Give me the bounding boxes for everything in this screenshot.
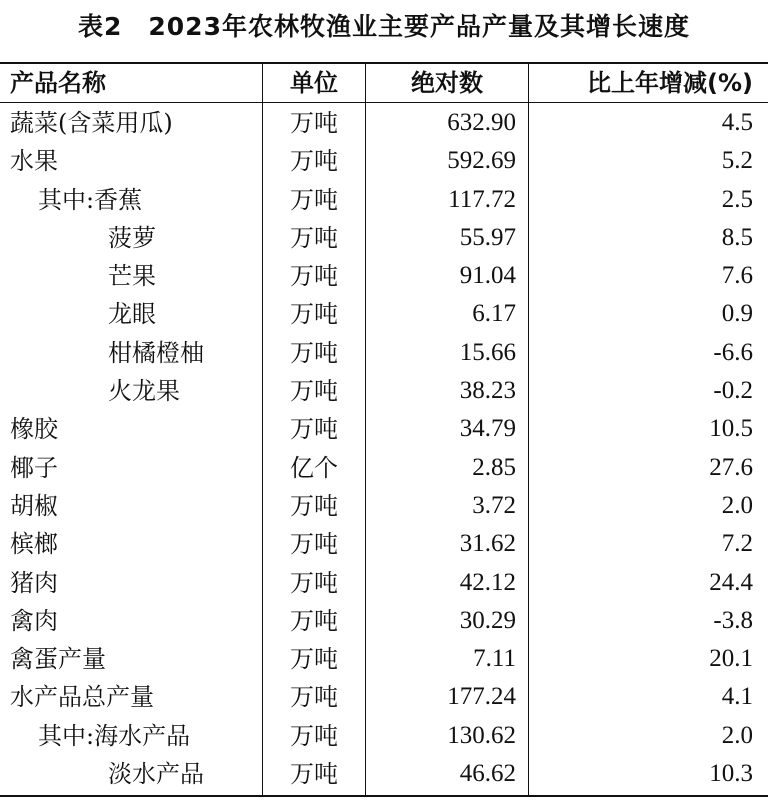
cell-unit: 万吨 <box>290 300 338 329</box>
cell-absolute: 55.97 <box>459 223 516 251</box>
cell-change-percent: -0.2 <box>713 377 753 405</box>
cell-change-percent: -3.8 <box>713 606 753 634</box>
cell-product-name: 蔬菜(含菜用瓜) <box>10 109 173 137</box>
cell-absolute: 177.24 <box>447 683 516 711</box>
cell-product-name: 槟榔 <box>10 530 58 559</box>
table-row <box>0 334 768 372</box>
cell-change-percent: 2.5 <box>721 185 753 213</box>
cell-product-name: 禽蛋产量 <box>10 645 106 674</box>
table-row <box>0 181 768 219</box>
cell-absolute: 38.23 <box>459 377 516 405</box>
table-row <box>0 602 768 640</box>
cell-unit: 万吨 <box>290 109 338 137</box>
cell-absolute: 117.72 <box>448 185 516 213</box>
cell-unit: 万吨 <box>290 721 338 750</box>
table-row <box>0 449 768 487</box>
table-row <box>0 487 768 525</box>
cell-absolute: 46.62 <box>459 760 516 788</box>
table-row <box>0 372 768 410</box>
table-row <box>0 104 768 142</box>
cell-unit: 万吨 <box>290 338 338 367</box>
cell-absolute: 6.17 <box>472 300 516 328</box>
cell-change-percent: 0.9 <box>721 300 753 328</box>
cell-unit: 万吨 <box>290 223 338 252</box>
header-change-percent: 比上年增减(%) <box>587 69 753 97</box>
table-row <box>0 678 768 716</box>
cell-absolute: 30.29 <box>459 606 516 634</box>
cell-product-name: 火龙果 <box>108 377 180 406</box>
cell-unit: 万吨 <box>290 760 338 789</box>
cell-absolute: 91.04 <box>459 262 516 290</box>
cell-absolute: 130.62 <box>447 721 516 749</box>
cell-unit: 万吨 <box>290 530 338 559</box>
cell-change-percent: 24.4 <box>709 568 753 596</box>
cell-unit: 万吨 <box>290 415 338 444</box>
cell-unit: 万吨 <box>290 262 338 291</box>
cell-absolute: 3.72 <box>472 491 516 519</box>
cell-unit: 万吨 <box>290 185 338 214</box>
cell-absolute: 42.12 <box>459 568 516 596</box>
cell-product-name: 禽肉 <box>10 606 58 635</box>
cell-product-name: 龙眼 <box>108 300 156 329</box>
cell-unit: 万吨 <box>290 606 338 635</box>
cell-product-name: 水产品总产量 <box>10 683 154 712</box>
cell-unit: 万吨 <box>290 683 338 712</box>
cell-absolute: 15.66 <box>459 338 516 366</box>
table-row <box>0 257 768 295</box>
table-row <box>0 410 768 448</box>
table-body <box>0 104 768 793</box>
table-header <box>0 64 768 102</box>
table-header-rule <box>0 102 768 103</box>
cell-unit: 万吨 <box>290 491 338 520</box>
table-row <box>0 640 768 678</box>
cell-absolute: 34.79 <box>459 415 516 443</box>
table-row <box>0 142 768 180</box>
cell-change-percent: 10.5 <box>709 415 753 443</box>
table-row <box>0 525 768 563</box>
cell-unit: 万吨 <box>290 568 338 597</box>
cell-absolute: 592.69 <box>447 147 516 175</box>
cell-unit: 万吨 <box>290 147 338 176</box>
cell-product-name: 椰子 <box>10 453 58 482</box>
cell-change-percent: 4.1 <box>721 683 753 711</box>
cell-change-percent: 2.0 <box>721 491 753 519</box>
cell-product-name: 芒果 <box>108 262 156 291</box>
table-row <box>0 755 768 793</box>
table-row <box>0 564 768 602</box>
table-row <box>0 219 768 257</box>
table-row <box>0 295 768 333</box>
cell-product-name: 菠萝 <box>108 223 156 252</box>
cell-product-name: 橡胶 <box>10 415 58 444</box>
cell-change-percent: 10.3 <box>709 760 753 788</box>
cell-product-name: 柑橘橙柚 <box>108 338 204 367</box>
cell-product-name: 淡水产品 <box>108 760 204 789</box>
header-absolute: 绝对数 <box>411 69 483 97</box>
cell-change-percent: 8.5 <box>721 223 753 251</box>
cell-change-percent: 7.6 <box>721 262 753 290</box>
cell-product-name: 水果 <box>10 147 58 176</box>
cell-change-percent: 4.5 <box>721 109 753 136</box>
cell-product-name: 其中:海水产品 <box>38 721 191 750</box>
cell-change-percent: 27.6 <box>709 453 753 481</box>
cell-unit: 万吨 <box>290 645 338 674</box>
cell-absolute: 632.90 <box>447 109 516 136</box>
table-bottom-rule <box>0 795 768 797</box>
cell-product-name: 猪肉 <box>10 568 58 597</box>
cell-change-percent: 7.2 <box>721 530 753 558</box>
cell-change-percent: 5.2 <box>721 147 753 175</box>
cell-absolute: 31.62 <box>459 530 516 558</box>
cell-product-name: 胡椒 <box>10 491 58 520</box>
cell-change-percent: 2.0 <box>721 721 753 749</box>
header-unit: 单位 <box>290 69 338 97</box>
cell-change-percent: -6.6 <box>713 338 753 366</box>
cell-change-percent: 20.1 <box>709 645 753 673</box>
cell-unit: 亿个 <box>290 453 338 482</box>
header-product-name: 产品名称 <box>10 69 106 97</box>
table-row <box>0 717 768 755</box>
cell-product-name: 其中:香蕉 <box>38 185 143 214</box>
cell-unit: 万吨 <box>290 377 338 406</box>
cell-absolute: 2.85 <box>472 453 516 481</box>
table-title: 表2 2023年农林牧渔业主要产品产量及其增长速度 <box>78 12 690 41</box>
cell-absolute: 7.11 <box>473 645 516 673</box>
